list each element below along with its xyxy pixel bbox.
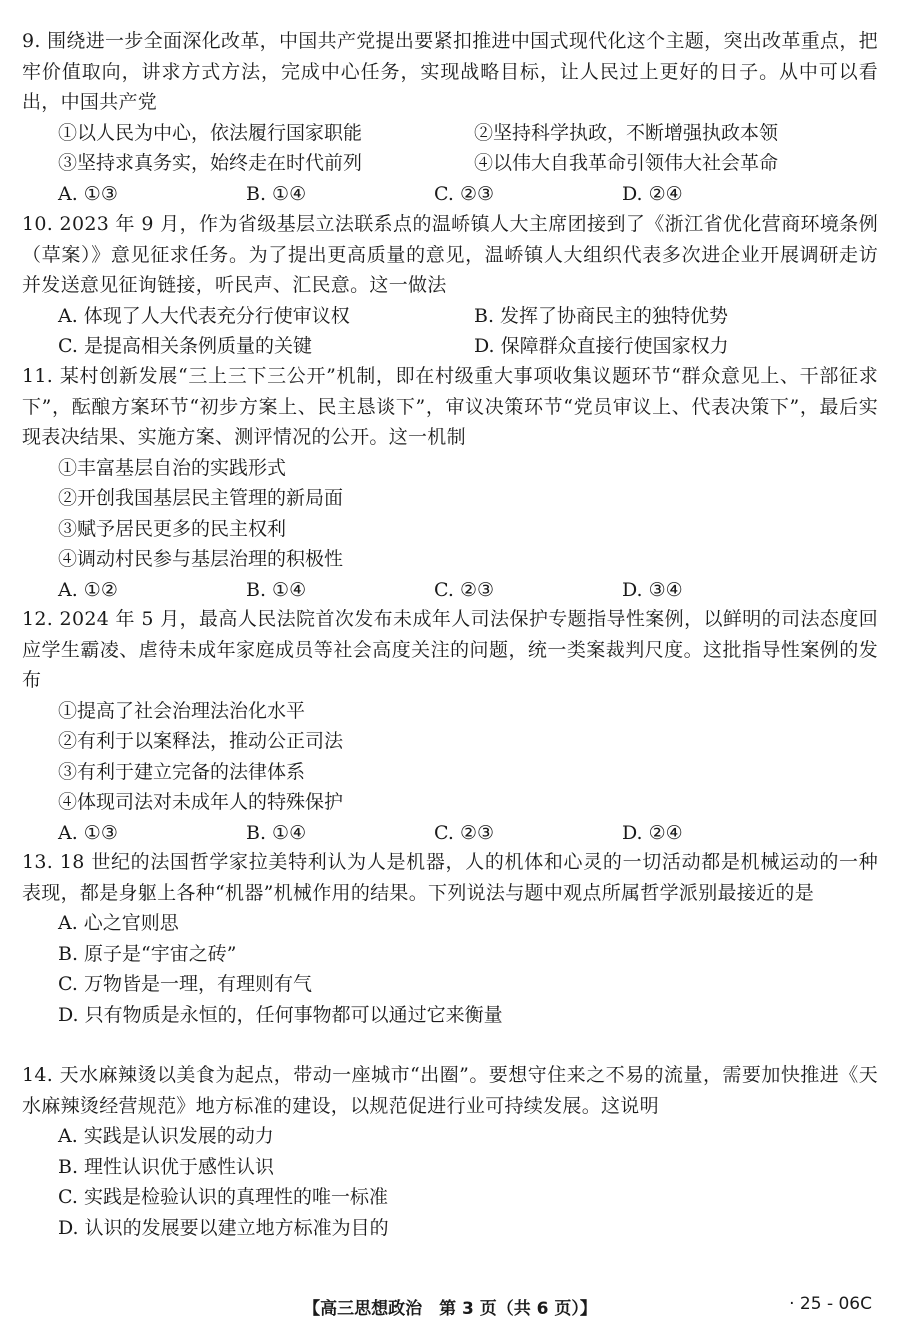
- question-14: [0, 1060, 900, 1243]
- statement-3: ③坚持求真务实，始终走在时代前列: [58, 152, 363, 174]
- question-13: [0, 847, 900, 1030]
- choice-b: B. ①④: [246, 821, 307, 844]
- question-14-choices: [0, 1121, 900, 1243]
- question-11-statements: [0, 453, 900, 575]
- choice-b: B. 理性认识优于感性认识: [58, 1155, 275, 1178]
- choice-b: B. ①④: [246, 182, 307, 205]
- question-10: [0, 209, 900, 362]
- statement-4: ④以伟大自我革命引领伟大社会革命: [474, 152, 779, 174]
- choice-a: A. 心之官则思: [58, 912, 179, 934]
- statement-1: ①丰富基层自治的实践形式: [58, 456, 287, 479]
- choice-a: A. 体现了人大代表充分行使审议权: [58, 304, 350, 327]
- choice-a: A. ①②: [58, 578, 118, 601]
- choice-c: C. ②③: [434, 578, 495, 601]
- paper-code: · 25 - 06C: [789, 1294, 872, 1314]
- question-12: [0, 604, 900, 848]
- choice-a: A. 实践是认识发展的动力: [58, 1125, 274, 1147]
- page-footer-title: 【高三思想政治 第 3 页（共 6 页）】: [303, 1299, 597, 1319]
- question-11: [0, 361, 900, 605]
- statement-3: ③有利于建立完备的法律体系: [58, 760, 306, 783]
- page-footer: [0, 1294, 900, 1324]
- choice-b: B. 原子是“宇宙之砖”: [58, 942, 237, 965]
- choice-d: D. 认识的发展要以建立地方标准为目的: [58, 1216, 389, 1239]
- choice-c: C. 是提高相关条例质量的关键: [58, 335, 312, 357]
- question-12-statements: [0, 696, 900, 818]
- question-9-stem: 9. 围绕进一步全面深化改革，中国共产党提出要紧扣推进中国式现代化这个主题，突出改革重点，把牢价值取向，讲求方式方法，完成中心任务，实现战略目标，让人民过上更好的日子。从中可以看出，中国共产党: [22, 30, 878, 113]
- statement-4: ④体现司法对未成年人的特殊保护: [58, 791, 344, 813]
- statement-3: ③赋予居民更多的民主权利: [58, 517, 287, 540]
- choice-d: D. ②④: [622, 182, 683, 205]
- question-11-stem: 11. 某村创新发展“三上三下三公开”机制，即在村级重大事项收集议题环节“群众意见上、干部征求下”，酝酿方案环节“初步方案上、民主恳谈下”，审议决策环节“党员审议上、代表决策下”，最后实现表决结果、实施方案、测评情况的公开。这一机制: [22, 365, 878, 448]
- choice-b: B. ①④: [246, 578, 307, 601]
- choice-a: A. ①③: [58, 821, 118, 844]
- choice-c: C. ②③: [434, 821, 495, 844]
- choice-c: C. ②③: [434, 182, 495, 205]
- statement-4: ④调动村民参与基层治理的积极性: [58, 548, 344, 570]
- choice-d: D. ②④: [622, 821, 683, 844]
- question-9: [0, 26, 900, 209]
- choice-d: D. 保障群众直接行使国家权力: [474, 335, 729, 357]
- statement-2: ②有利于以案释法，推动公正司法: [58, 730, 344, 752]
- statement-1: ①以人民为中心，依法履行国家职能: [58, 121, 363, 144]
- question-12-stem: 12. 2024 年 5 月，最高人民法院首次发布未成年人司法保护专题指导性案例，以鲜明的司法态度回应学生霸凌、虐待未成年家庭成员等社会高度关注的问题，统一类案裁判尺度。这批指导性案例的发布: [22, 608, 878, 691]
- question-9-statements: [0, 118, 900, 179]
- choice-d: D. ③④: [622, 578, 683, 601]
- question-10-stem: 10. 2023 年 9 月，作为省级基层立法联系点的温峤镇人大主席团接到了《浙江省优化营商环境条例（草案）》意见征求任务。为了提出更高质量的意见，温峤镇人大组织代表多次进企业开展调研走访并发送意见征询链接，听民声、汇民意。这一做法: [22, 213, 878, 296]
- statement-1: ①提高了社会治理法治化水平: [58, 699, 306, 722]
- choice-d: D. 只有物质是永恒的，任何事物都可以通过它来衡量: [58, 1003, 503, 1026]
- question-14-stem: 14. 天水麻辣烫以美食为起点，带动一座城市“出圈”。要想守住来之不易的流量，需要加快推进《天水麻辣烫经营规范》地方标准的建设，以规范促进行业可持续发展。这说明: [22, 1064, 878, 1117]
- question-13-stem: 13. 18 世纪的法国哲学家拉美特利认为人是机器，人的机体和心灵的一切活动都是机械运动的一种表现，都是身躯上各种“机器”机械作用的结果。下列说法与题中观点所属哲学派别最接近的是: [22, 851, 878, 904]
- choice-c: C. 实践是检验认识的真理性的唯一标准: [58, 1186, 388, 1208]
- choice-c: C. 万物皆是一理，有理则有气: [58, 973, 312, 995]
- question-11-choices: [0, 575, 900, 606]
- choice-a: A. ①③: [58, 182, 118, 205]
- statement-2: ②开创我国基层民主管理的新局面: [58, 487, 344, 509]
- question-12-choices: [0, 818, 900, 849]
- question-9-choices: [0, 179, 900, 210]
- question-13-choices: [0, 908, 900, 1030]
- choice-b: B. 发挥了协商民主的独特优势: [474, 304, 729, 327]
- question-10-choices: [0, 301, 900, 362]
- statement-2: ②坚持科学执政，不断增强执政本领: [474, 121, 779, 144]
